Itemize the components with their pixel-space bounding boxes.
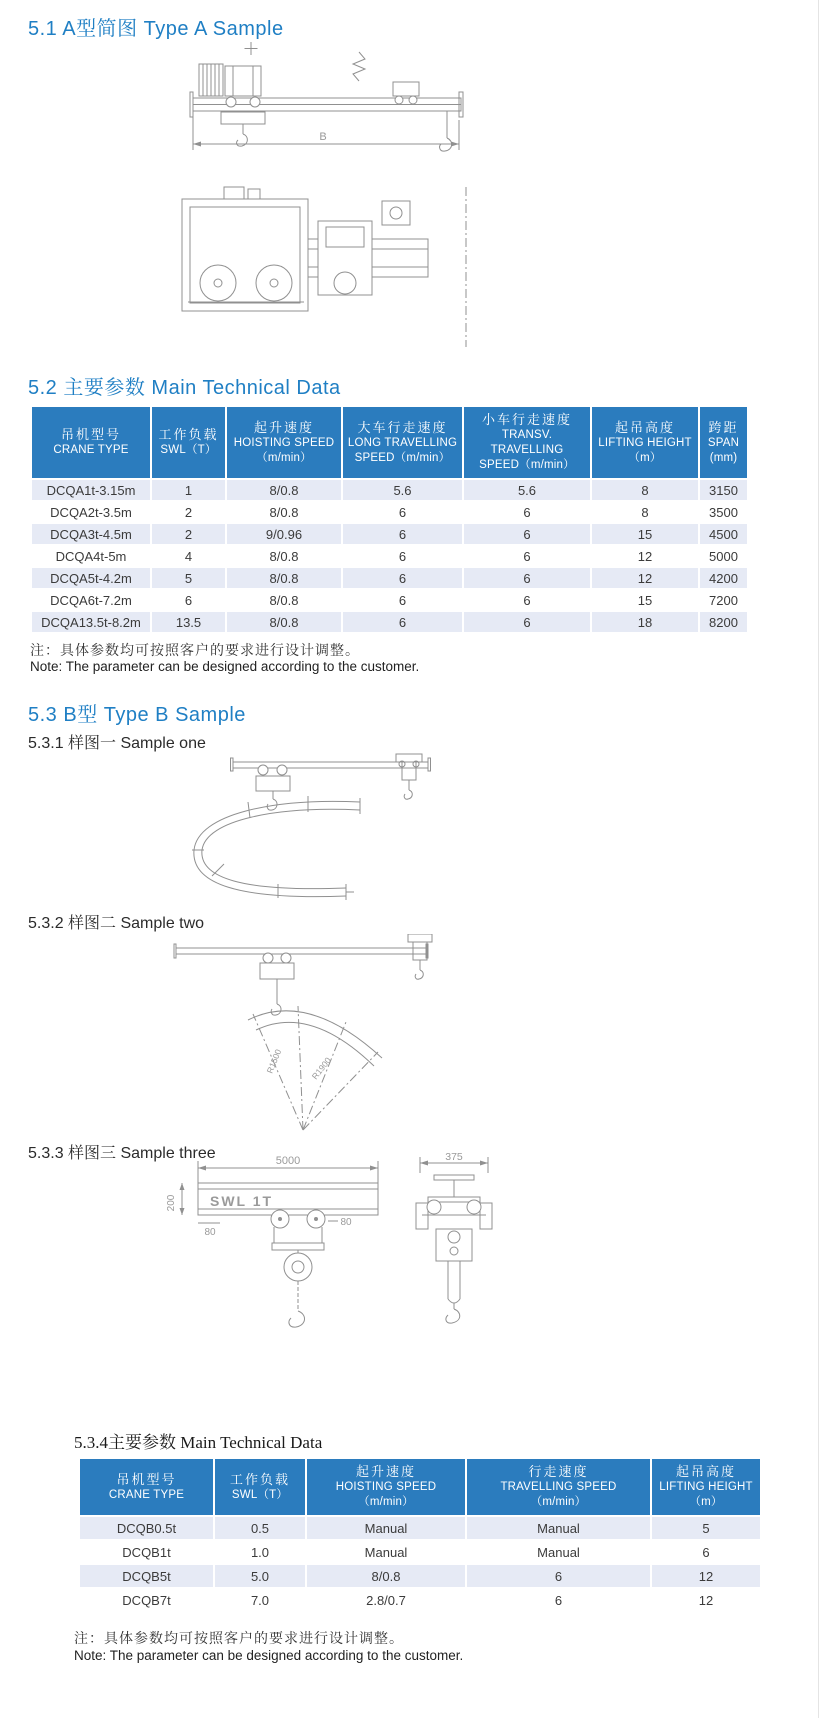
- table-cell: 8/0.8: [226, 567, 342, 589]
- table-cell: 8/0.8: [226, 545, 342, 567]
- section-title-5-3-1: 5.3.1 样图一 Sample one: [28, 735, 206, 752]
- section-title-5-3-3: 5.3.3 样图三 Sample three: [28, 1145, 216, 1162]
- column-header: 吊机型号 CRANE TYPE: [79, 1458, 214, 1516]
- table-cell: 15: [591, 589, 699, 611]
- section-title-5-3-4: 5.3.4主要参数 Main Technical Data: [74, 1433, 323, 1452]
- table-cell: 6: [151, 589, 226, 611]
- table-cell: 6: [342, 545, 463, 567]
- table-cell: 3500: [699, 501, 748, 523]
- table-cell: 8/0.8: [226, 589, 342, 611]
- table-cell: 12: [651, 1564, 761, 1588]
- table-cell: Manual: [466, 1516, 651, 1540]
- dimension-label-b: B: [319, 131, 327, 143]
- table-cell: 1.0: [214, 1540, 306, 1564]
- table-cell: 8: [591, 479, 699, 501]
- column-header: 起升速度 HOISTING SPEED （m/min）: [306, 1458, 466, 1516]
- table-cell: 2: [151, 501, 226, 523]
- table-cell: 6: [463, 545, 591, 567]
- table-cell: 6: [342, 611, 463, 633]
- table-cell: 0.5: [214, 1516, 306, 1540]
- table-cell: 15: [591, 523, 699, 545]
- column-header: 大车行走速度 LONG TRAVELLING SPEED（m/min）: [342, 406, 463, 479]
- table-row: [79, 1540, 761, 1564]
- table-cell: 4500: [699, 523, 748, 545]
- sample-two-drawing: [168, 934, 453, 1134]
- table-cell: 8/0.8: [306, 1564, 466, 1588]
- table-cell: 7200: [699, 589, 748, 611]
- table-cell: 2: [151, 523, 226, 545]
- table-row: [31, 545, 748, 567]
- table-cell: 4200: [699, 567, 748, 589]
- table-row: [31, 567, 748, 589]
- type-a-end-view-drawing: [168, 183, 478, 353]
- table-row: [79, 1564, 761, 1588]
- type-a-side-view-drawing: [163, 40, 483, 180]
- table-cell: 2.8/0.7: [306, 1588, 466, 1612]
- table-cell: 7.0: [214, 1588, 306, 1612]
- table-cell: Manual: [306, 1516, 466, 1540]
- table-cell: 6: [463, 567, 591, 589]
- table-cell: 8/0.8: [226, 611, 342, 633]
- table-row: [31, 479, 748, 501]
- table-cell: 8/0.8: [226, 501, 342, 523]
- table-row: [79, 1588, 761, 1612]
- table-cell: 8200: [699, 611, 748, 633]
- column-header: 跨距 SPAN (mm): [699, 406, 748, 479]
- column-header: 工作负载 SWL（T）: [214, 1458, 306, 1516]
- table-cell: 5.6: [342, 479, 463, 501]
- table-cell: 18: [591, 611, 699, 633]
- section-title-5-3: 5.3 B型 Type B Sample: [28, 704, 246, 726]
- table-cell: DCQA2t-3.5m: [31, 501, 151, 523]
- table-row: [79, 1516, 761, 1540]
- table-cell: 3150: [699, 479, 748, 501]
- section-title-5-2: 5.2 主要参数 Main Technical Data: [28, 377, 341, 399]
- table-cell: DCQA3t-4.5m: [31, 523, 151, 545]
- table-cell: 6: [463, 589, 591, 611]
- column-header: 起吊高度 LIFTING HEIGHT （m）: [651, 1458, 761, 1516]
- table-cell: 5: [151, 567, 226, 589]
- note-english: Note: The parameter can be designed according to the customer.: [74, 1648, 464, 1663]
- section-title-5-1: 5.1 A型简图 Type A Sample: [28, 18, 284, 40]
- dimension-label-offset-left: 80: [204, 1227, 216, 1238]
- table-cell: 13.5: [151, 611, 226, 633]
- table-cell: 6: [342, 523, 463, 545]
- table-row: [31, 589, 748, 611]
- table-cell: DCQA13.5t-8.2m: [31, 611, 151, 633]
- table-cell: DCQA4t-5m: [31, 545, 151, 567]
- dimension-label-offset-right: 80: [340, 1217, 352, 1228]
- table-cell: 6: [466, 1588, 651, 1612]
- dimension-label-height: 200: [166, 1194, 177, 1212]
- table-cell: DCQA5t-4.2m: [31, 567, 151, 589]
- table-cell: 6: [342, 501, 463, 523]
- table-cell: 6: [342, 567, 463, 589]
- table-cell: 12: [591, 567, 699, 589]
- table-cell: Manual: [466, 1540, 651, 1564]
- table-cell: 1: [151, 479, 226, 501]
- table-row: [31, 501, 748, 523]
- table-cell: 5000: [699, 545, 748, 567]
- sample-one-drawing: [178, 752, 458, 902]
- column-header: 起吊高度 LIFTING HEIGHT （m）: [591, 406, 699, 479]
- table-cell: 6: [463, 611, 591, 633]
- header-row: [79, 1458, 761, 1516]
- table-row: [31, 611, 748, 633]
- table-cell: DCQB5t: [79, 1564, 214, 1588]
- table-cell: DCQB0.5t: [79, 1516, 214, 1540]
- column-header: 小车行走速度 TRANSV. TRAVELLING SPEED（m/min）: [463, 406, 591, 479]
- table-cell: 6: [466, 1564, 651, 1588]
- table-cell: 5: [651, 1516, 761, 1540]
- table-cell: DCQA1t-3.15m: [31, 479, 151, 501]
- page-edge-line: [818, 0, 819, 1718]
- table-cell: 8/0.8: [226, 479, 342, 501]
- table-cell: 8: [591, 501, 699, 523]
- type-b-technical-data-table: [78, 1457, 762, 1613]
- table-cell: 6: [342, 589, 463, 611]
- table-cell: 5.6: [463, 479, 591, 501]
- table-cell: 12: [651, 1588, 761, 1612]
- table-cell: DCQA6t-7.2m: [31, 589, 151, 611]
- table-cell: 9/0.96: [226, 523, 342, 545]
- table-cell: DCQB1t: [79, 1540, 214, 1564]
- table-cell: DCQB7t: [79, 1588, 214, 1612]
- swl-marking-label: SWL 1T: [210, 1193, 274, 1209]
- column-header: 行走速度 TRAVELLING SPEED （m/min）: [466, 1458, 651, 1516]
- column-header: 工作负载 SWL（T）: [151, 406, 226, 479]
- table-row: [31, 523, 748, 545]
- column-header: 起升速度 HOISTING SPEED （m/min）: [226, 406, 342, 479]
- radius-label-2: R1900: [309, 1055, 334, 1082]
- table-cell: 12: [591, 545, 699, 567]
- table-cell: 5.0: [214, 1564, 306, 1588]
- section-title-5-3-2: 5.3.2 样图二 Sample two: [28, 915, 205, 932]
- table-cell: 4: [151, 545, 226, 567]
- sample-three-drawing: [158, 1153, 498, 1413]
- dimension-label-width: 375: [445, 1153, 463, 1163]
- table-cell: Manual: [306, 1540, 466, 1564]
- dimension-label-length: 5000: [275, 1155, 301, 1167]
- radius-label-1: R1500: [264, 1047, 284, 1075]
- table-cell: 6: [651, 1540, 761, 1564]
- table-cell: 6: [463, 501, 591, 523]
- note-english: Note: The parameter can be designed according to the customer.: [30, 659, 420, 674]
- table-cell: 6: [463, 523, 591, 545]
- header-row: [31, 406, 748, 479]
- note-chinese: 注：具体参数均可按照客户的要求进行设计调整。: [74, 1630, 404, 1646]
- type-a-technical-data-table: [30, 405, 749, 634]
- note-chinese: 注：具体参数均可按照客户的要求进行设计调整。: [30, 642, 360, 658]
- column-header: 吊机型号 CRANE TYPE: [31, 406, 151, 479]
